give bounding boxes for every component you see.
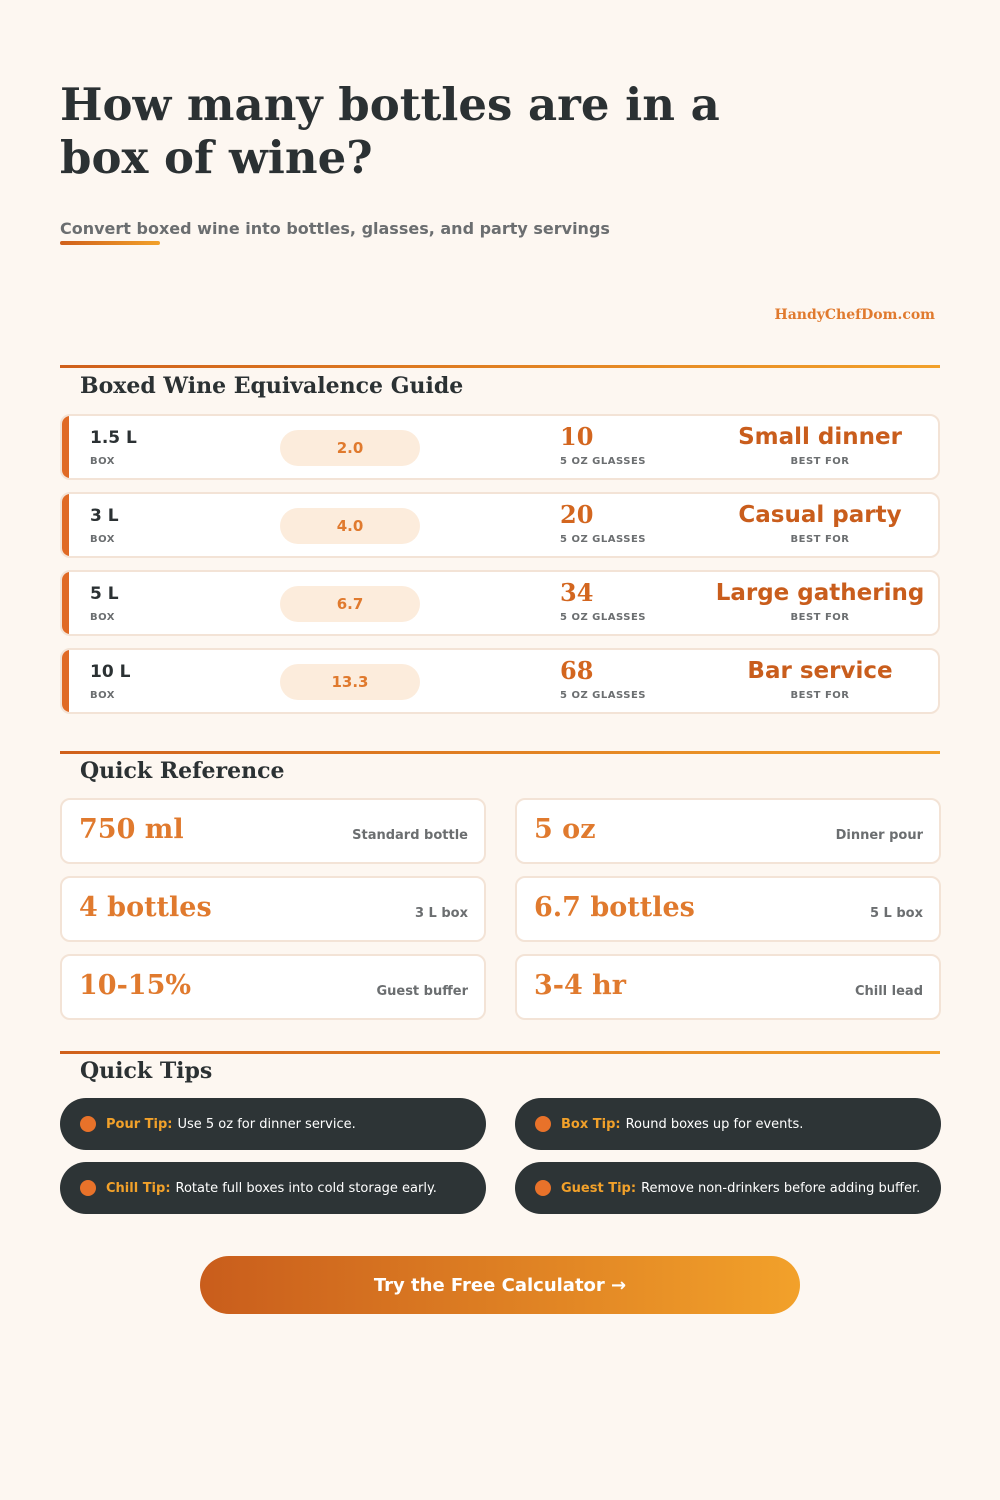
reference-card: [60, 798, 486, 864]
tip-card: [515, 1162, 941, 1214]
reference-label: 5 L box: [869, 906, 923, 921]
bullet-dot-icon: [80, 1116, 96, 1132]
tip-label: Pour Tip:: [106, 1116, 173, 1132]
reference-card: [515, 954, 941, 1020]
box-size: 3 L: [90, 506, 119, 526]
page-subtitle: Convert boxed wine into bottles, glasses, and party servings: [60, 219, 610, 238]
guide-row: [60, 492, 940, 558]
tip-card: [515, 1098, 941, 1150]
tip-label: Box Tip:: [561, 1116, 621, 1132]
row-accent-bar: [62, 650, 69, 712]
tips-section-title: Quick Tips: [80, 1058, 213, 1084]
bottle-count-pill: 2.0: [280, 430, 420, 466]
glass-count-label: 5 OZ GLASSES: [560, 690, 646, 701]
guide-row: [60, 414, 940, 480]
best-for-value: Large gathering: [715, 580, 925, 606]
guide-row: [60, 648, 940, 714]
reference-section-divider: [60, 751, 940, 754]
tip-card: [60, 1098, 486, 1150]
box-size-label: BOX: [90, 690, 115, 701]
tip-text: Rotate full boxes into cold storage early.: [175, 1180, 437, 1196]
glass-count: 10: [560, 422, 594, 451]
bullet-dot-icon: [80, 1180, 96, 1196]
tips-section-divider: [60, 1051, 940, 1054]
best-for-value: Bar service: [747, 658, 893, 684]
glass-count: 68: [560, 656, 594, 685]
reference-section-title: Quick Reference: [80, 758, 285, 784]
reference-value: 3-4 hr: [534, 970, 627, 1001]
guide-row: [60, 570, 940, 636]
bullet-dot-icon: [535, 1116, 551, 1132]
reference-label: Guest buffer: [376, 984, 468, 999]
best-for-value: Casual party: [738, 502, 902, 528]
reference-card: [60, 954, 486, 1020]
box-size-label: BOX: [90, 456, 115, 467]
reference-card: [515, 798, 941, 864]
tip-card: [60, 1162, 486, 1214]
row-accent-bar: [62, 416, 69, 478]
reference-card: [515, 876, 941, 942]
glass-count-label: 5 OZ GLASSES: [560, 612, 646, 623]
best-for-label: BEST FOR: [790, 534, 850, 545]
bullet-dot-icon: [535, 1180, 551, 1196]
best-for-value: Small dinner: [738, 424, 902, 450]
brand-link[interactable]: HandyChefDom.com: [774, 307, 935, 323]
guide-section-title: Boxed Wine Equivalence Guide: [80, 373, 464, 399]
reference-value: 10-15%: [79, 970, 192, 1001]
tip-text: Round boxes up for events.: [625, 1116, 804, 1132]
bottle-count-pill: 4.0: [280, 508, 420, 544]
best-for-label: BEST FOR: [790, 690, 850, 701]
box-size: 10 L: [90, 662, 131, 682]
page-title: How many bottles are in a box of wine?: [60, 78, 720, 184]
tip-label: Chill Tip:: [106, 1180, 171, 1196]
reference-value: 5 oz: [534, 814, 596, 845]
reference-value: 750 ml: [79, 814, 184, 845]
glass-count: 20: [560, 500, 594, 529]
bottle-count-pill: 13.3: [280, 664, 420, 700]
row-accent-bar: [62, 494, 69, 556]
tip-label: Guest Tip:: [561, 1180, 637, 1196]
bottle-count-pill: 6.7: [280, 586, 420, 622]
box-size-label: BOX: [90, 534, 115, 545]
best-for-label: BEST FOR: [790, 612, 850, 623]
box-size-label: BOX: [90, 612, 115, 623]
reference-label: Chill lead: [854, 984, 923, 999]
row-accent-bar: [62, 572, 69, 634]
best-for-label: BEST FOR: [790, 456, 850, 467]
reference-label: Dinner pour: [835, 828, 923, 843]
glass-count: 34: [560, 578, 594, 607]
glass-count-label: 5 OZ GLASSES: [560, 456, 646, 467]
reference-card: [60, 876, 486, 942]
reference-value: 4 bottles: [79, 892, 212, 923]
subtitle-underline: [60, 241, 160, 245]
box-size: 1.5 L: [90, 428, 137, 448]
reference-label: 3 L box: [414, 906, 468, 921]
calculator-cta-button[interactable]: Try the Free Calculator →: [200, 1256, 800, 1314]
tip-text: Use 5 oz for dinner service.: [177, 1116, 356, 1132]
reference-value: 6.7 bottles: [534, 892, 695, 923]
tip-text: Remove non-drinkers before adding buffer.: [641, 1180, 921, 1196]
box-size: 5 L: [90, 584, 119, 604]
glass-count-label: 5 OZ GLASSES: [560, 534, 646, 545]
guide-section-divider: [60, 365, 940, 368]
reference-label: Standard bottle: [352, 828, 468, 843]
